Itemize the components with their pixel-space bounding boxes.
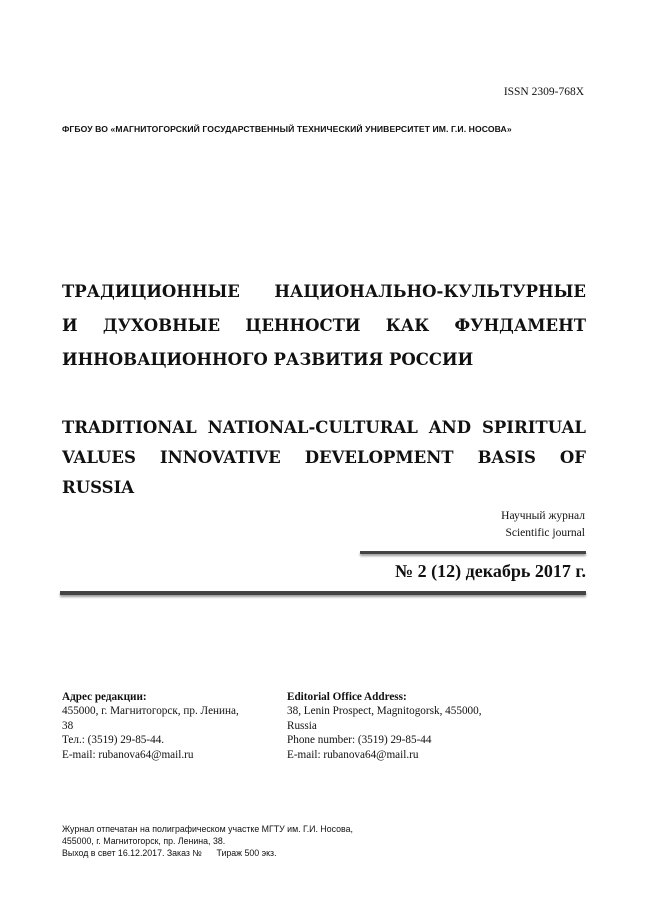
issn-number: ISSN 2309-768X [503,86,584,98]
address-en-email: E-mail: rubanova64@mail.ru [287,748,419,761]
title-en-line-2: VALUES INNOVATIVE DEVELOPMENT BASIS OF RUSSIA [62,448,586,497]
address-ru-line-2: 38 [62,719,74,732]
address-ru-line-1: 455000, г. Магнитогорск, пр. Ленина, [62,705,239,718]
address-ru-email: E-mail: rubanova64@mail.ru [62,748,194,761]
editorial-address-en [287,690,512,762]
journal-type-ru: Научный журнал [501,510,585,522]
editorial-address-ru [62,690,272,762]
title-english [62,413,586,503]
address-ru-phone: Тел.: (3519) 29-85-44. [62,734,165,747]
print-info-line-2: 455000, г. Магнитогорск, пр. Ленина, 38. [62,835,226,846]
divider-bottom [60,591,586,595]
print-info-line-1: Журнал отпечатан на полиграфическом участке МГТУ им. Г.И. Носова, [62,824,353,834]
title-ru-line-3: ИННОВАЦИОННОГО РАЗВИТИЯ РОССИИ [62,350,474,369]
address-en-line-2: Russia [287,719,317,732]
address-en-phone: Phone number: (3519) 29-85-44 [287,734,432,747]
issue-number: № 2 (12) декабрь 2017 г. [395,561,586,581]
title-russian [62,275,586,377]
journal-type [501,508,585,542]
print-info [62,824,353,859]
print-info-line-3: Выход в свет 16.12.2017. Заказ № Тираж 500 экз. [62,847,277,858]
title-en-line-1: TRADITIONAL NATIONAL-CULTURAL AND SPIRITUAL [62,418,586,437]
title-ru-line-2: И ДУХОВНЫЕ ЦЕННОСТИ КАК ФУНДАМЕНТ [62,316,586,335]
journal-type-en: Scientific journal [505,527,585,539]
address-en-line-1: 38, Lenin Prospect, Magnitogorsk, 455000, [287,705,482,718]
publisher-name: ФГБОУ ВО «МАГНИТОГОРСКИЙ ГОСУДАРСТВЕННЫЙ ТЕХНИЧЕСКИЙ УНИВЕРСИТЕТ ИМ. Г.И. НОСОВА» [62,124,512,134]
address-ru-heading: Адрес редакции: [62,691,147,703]
divider-top [360,551,586,554]
title-ru-line-1: ТРАДИЦИОННЫЕ НАЦИОНАЛЬНО-КУЛЬТУРНЫЕ [62,282,586,301]
address-en-heading: Editorial Office Address: [287,691,407,703]
